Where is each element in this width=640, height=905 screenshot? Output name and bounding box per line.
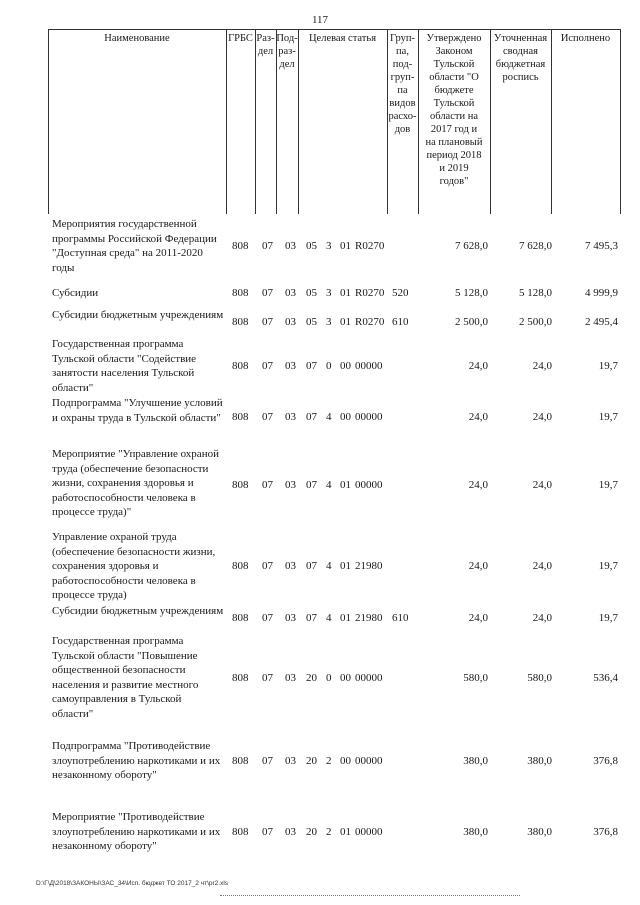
row-rz: 07: [262, 672, 273, 684]
file-path-footer: D:\Г\Д\2018\ЗАКОНЫ\ЗАС_34\Исп. бюджет ТО 2017_2 чт\pr2.xls: [36, 880, 229, 887]
table-header: [48, 29, 620, 214]
row-executed: 19,7: [598, 479, 618, 491]
row-approved: 5 128,0: [455, 287, 488, 299]
row-name: Субсидии: [52, 287, 99, 299]
row-pr: 03: [285, 360, 296, 372]
row-target-4: 00000: [355, 360, 383, 372]
row-target-2: 2: [326, 826, 332, 838]
row-pr: 03: [285, 479, 296, 491]
header-name: Наименование: [104, 33, 170, 44]
row-grbs: 808: [232, 287, 249, 299]
row-name: Субсидии бюджетным учреждениям: [52, 309, 224, 321]
row-rz: 07: [262, 560, 273, 572]
row-target-2: 0: [326, 672, 332, 684]
row-approved: 24,0: [468, 360, 488, 372]
row-target-1: 20: [306, 755, 317, 767]
row-grbs: 808: [232, 240, 249, 252]
row-executed: 19,7: [598, 411, 618, 423]
header-grbs: ГРБС: [228, 33, 253, 44]
row-refined: 380,0: [527, 755, 552, 767]
row-refined: 7 628,0: [519, 240, 552, 252]
row-target-3: 00: [340, 360, 351, 372]
header-group: Груп- па, под- груп- па видов расхо- дов: [388, 33, 417, 135]
row-executed: 4 999,9: [585, 287, 618, 299]
row-rz: 07: [262, 755, 273, 767]
row-refined: 5 128,0: [519, 287, 552, 299]
row-target-1: 07: [306, 612, 317, 624]
row-target-1: 20: [306, 672, 317, 684]
row-name: Мероприятия государственной программы Российской Федерации "Доступная среда" на 2011-2020 годы: [52, 218, 217, 274]
row-target-1: 05: [306, 240, 317, 252]
row-target-4: 21980: [355, 560, 383, 572]
row-pr: 03: [285, 411, 296, 423]
row-pr: 03: [285, 316, 296, 328]
row-refined: 2 500,0: [519, 316, 552, 328]
header-podrazdel: Под- раз- дел: [276, 33, 298, 70]
row-name: Управление охраной труда (обеспечение безопасности жизни, сохранения здоровья и работоспособности человека в процессе труда): [52, 531, 216, 601]
row-target-1: 07: [306, 479, 317, 491]
row-pr: 03: [285, 287, 296, 299]
row-vr: 610: [392, 316, 409, 328]
row-target-4: R0270: [355, 287, 385, 299]
header-target: Целевая статья: [308, 33, 377, 44]
row-name: Мероприятие "Противодействие злоупотреблению наркотиками и их незаконному обороту": [52, 811, 221, 852]
row-approved: 24,0: [468, 479, 488, 491]
row-rz: 07: [262, 411, 273, 423]
row-grbs: 808: [232, 316, 249, 328]
row-refined: 24,0: [532, 411, 552, 423]
row-approved: 380,0: [463, 826, 488, 838]
row-target-1: 05: [306, 287, 317, 299]
row-name: Подпрограмма "Противодействие злоупотреблению наркотиками и их незаконному обороту": [52, 740, 221, 781]
row-name: Государственная программа Тульской области "Повышение общественной безопасности населения и развитие местного самоуправления в Тульской области": [52, 635, 199, 720]
row-approved: 24,0: [468, 612, 488, 624]
row-target-2: 0: [326, 360, 332, 372]
row-executed: 19,7: [598, 612, 618, 624]
row-target-4: 00000: [355, 755, 383, 767]
row-executed: 19,7: [598, 560, 618, 572]
row-approved: 2 500,0: [455, 316, 488, 328]
row-target-4: 00000: [355, 826, 383, 838]
row-target-4: 00000: [355, 672, 383, 684]
row-target-2: 4: [326, 560, 332, 572]
row-grbs: 808: [232, 826, 249, 838]
row-pr: 03: [285, 560, 296, 572]
row-target-2: 3: [326, 240, 332, 252]
row-target-3: 01: [340, 287, 351, 299]
row-target-3: 01: [340, 560, 351, 572]
header-approved: Утверждено Законом Тульской области "О бюджете Тульской области на 2017 год и на плановый период 2018 и 2019 годов": [425, 33, 483, 187]
row-refined: 380,0: [527, 826, 552, 838]
row-target-4: R0270: [355, 316, 385, 328]
row-pr: 03: [285, 755, 296, 767]
row-target-3: 00: [340, 755, 351, 767]
row-executed: 2 495,4: [585, 316, 618, 328]
row-target-3: 01: [340, 826, 351, 838]
row-target-2: 3: [326, 316, 332, 328]
row-refined: 24,0: [532, 360, 552, 372]
row-approved: 24,0: [468, 560, 488, 572]
row-rz: 07: [262, 826, 273, 838]
page-number: 117: [311, 14, 329, 26]
row-vr: 520: [392, 287, 409, 299]
row-refined: 24,0: [532, 560, 552, 572]
row-vr: 610: [392, 612, 409, 624]
row-grbs: 808: [232, 672, 249, 684]
row-name: Мероприятие "Управление охраной труда (обеспечение безопасности жизни, сохранения здоровья и работоспособности человека в процессе труда)": [52, 448, 219, 518]
row-executed: 376,8: [593, 826, 618, 838]
row-name: Государственная программа Тульской области "Содействие занятости населения Тульской области": [52, 338, 197, 394]
row-target-3: 01: [340, 612, 351, 624]
row-pr: 03: [285, 240, 296, 252]
row-rz: 07: [262, 612, 273, 624]
row-grbs: 808: [232, 411, 249, 423]
row-grbs: 808: [232, 755, 249, 767]
row-rz: 07: [262, 479, 273, 491]
row-executed: 536,4: [593, 672, 618, 684]
row-pr: 03: [285, 826, 296, 838]
header-executed: Исполнено: [560, 33, 611, 44]
row-target-2: 4: [326, 479, 332, 491]
row-pr: 03: [285, 612, 296, 624]
row-executed: 7 495,3: [585, 240, 618, 252]
footer-dotted-line: [220, 895, 520, 896]
row-refined: 24,0: [532, 612, 552, 624]
header-refined: Уточненная сводная бюджетная роспись: [493, 33, 548, 83]
row-target-2: 4: [326, 612, 332, 624]
row-rz: 07: [262, 240, 273, 252]
row-target-2: 2: [326, 755, 332, 767]
row-target-4: 00000: [355, 411, 383, 423]
row-refined: 24,0: [532, 479, 552, 491]
row-target-3: 01: [340, 479, 351, 491]
row-target-3: 00: [340, 411, 351, 423]
row-grbs: 808: [232, 360, 249, 372]
row-refined: 580,0: [527, 672, 552, 684]
row-target-4: 21980: [355, 612, 383, 624]
row-target-4: 00000: [355, 479, 383, 491]
row-name: Подпрограмма "Улучшение условий и охраны труда в Тульской области": [52, 397, 223, 424]
row-target-4: R0270: [355, 240, 385, 252]
row-approved: 7 628,0: [455, 240, 488, 252]
row-approved: 380,0: [463, 755, 488, 767]
row-target-3: 01: [340, 316, 351, 328]
row-pr: 03: [285, 672, 296, 684]
row-rz: 07: [262, 360, 273, 372]
row-target-2: 4: [326, 411, 332, 423]
row-target-1: 20: [306, 826, 317, 838]
row-grbs: 808: [232, 479, 249, 491]
row-target-1: 07: [306, 411, 317, 423]
row-target-1: 07: [306, 560, 317, 572]
row-target-3: 01: [340, 240, 351, 252]
row-approved: 580,0: [463, 672, 488, 684]
header-razdel: Раз- дел: [256, 33, 275, 57]
row-approved: 24,0: [468, 411, 488, 423]
row-target-1: 07: [306, 360, 317, 372]
row-grbs: 808: [232, 612, 249, 624]
row-target-2: 3: [326, 287, 332, 299]
row-executed: 376,8: [593, 755, 618, 767]
row-executed: 19,7: [598, 360, 618, 372]
row-target-3: 00: [340, 672, 351, 684]
row-rz: 07: [262, 287, 273, 299]
row-name: Субсидии бюджетным учреждениям: [52, 605, 224, 617]
row-target-1: 05: [306, 316, 317, 328]
row-rz: 07: [262, 316, 273, 328]
row-grbs: 808: [232, 560, 249, 572]
